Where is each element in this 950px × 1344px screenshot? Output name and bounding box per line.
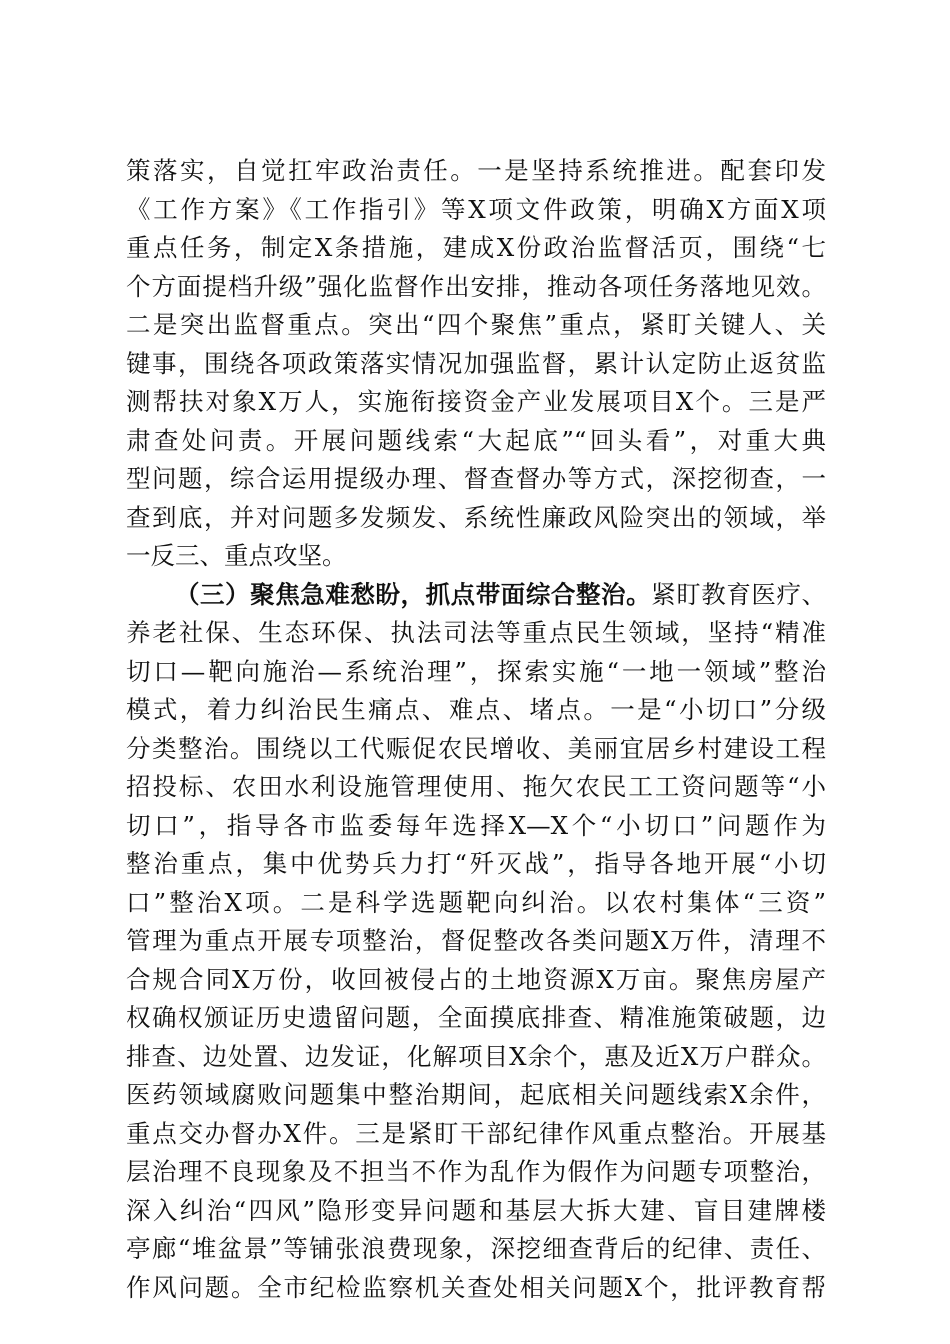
paragraph-first-line (126, 576, 826, 615)
text-line: 管理为重点开展专项整治，督促整改各类问题X万件，清理不 (126, 926, 826, 955)
text-line: 切口—靶向施治—系统治理”，探索实施“一地一领域”整治 (126, 656, 826, 686)
text-line: 亭廊“堆盆景”等铺张浪费现象，深挖细查背后的纪律、责任、 (126, 1234, 826, 1263)
text-line: 医药领域腐败问题集中整治期间，起底相关问题线索X余件， (126, 1080, 826, 1109)
text-line: 二是突出监督重点。突出“四个聚焦”重点，紧盯关键人、关 (126, 310, 826, 339)
text-run: 紧盯教育医疗、 (651, 579, 826, 609)
section-heading: （三）聚焦急难愁盼，抓点带面综合整治。 (175, 579, 652, 609)
document-body (126, 152, 826, 1307)
text-line: 分类整治。围绕以工代赈促农民增收、美丽宜居乡村建设工程 (126, 733, 826, 763)
text-line: 模式，着力纠治民生痛点、难点、堵点。一是“小切口”分级 (126, 695, 826, 724)
text-line: 深入纠治“四风”隐形变异问题和基层大拆大建、盲目建牌楼 (126, 1195, 826, 1225)
text-line: 一反三、重点攻坚。 (126, 541, 347, 570)
text-line: 口”整治X项。二是科学选题靶向纠治。以农村集体“三资” (126, 887, 826, 917)
text-line: 切口”，指导各市监委每年选择X—X个“小切口”问题作为 (126, 810, 826, 840)
text-line: 重点交办督办X件。三是紧盯干部纪律作风重点整治。开展基 (126, 1118, 826, 1148)
text-line: 招投标、农田水利设施管理使用、拖欠农民工工资问题等“小 (126, 772, 826, 801)
text-line: 型问题，综合运用提级办理、督查督办等方式，深挖彻查，一 (126, 464, 826, 493)
text-line: 肃查处问责。开展问题线索“大起底”“回头看”，对重大典 (126, 425, 826, 455)
text-line: 作风问题。全市纪检监察机关查处相关问题X个，批评教育帮 (126, 1272, 826, 1302)
text-line: 策落实，自觉扛牢政治责任。一是坚持系统推进。配套印发 (126, 156, 826, 185)
text-line: 合规合同X万份，收回被侵占的土地资源X万亩。聚焦房屋产 (126, 964, 826, 994)
text-line: 排查、边处置、边发证，化解项目X余个，惠及近X万户群众。 (126, 1041, 826, 1071)
text-line: 重点任务，制定X条措施，建成X份政治监督活页，围绕“七 (126, 233, 826, 262)
text-line: 个方面提档升级”强化监督作出安排，推动各项任务落地见效。 (126, 271, 826, 301)
text-line: 键事，围绕各项政策落实情况加强监督，累计认定防止返贫监 (126, 348, 826, 378)
text-line: 查到底，并对问题多发频发、系统性廉政风险突出的领域，举 (126, 502, 826, 532)
paragraph-1 (126, 152, 826, 576)
text-line: 权确权颁证历史遗留问题，全面摸底排查、精准施策破题，边 (126, 1003, 826, 1032)
text-line: 养老社保、生态环保、执法司法等重点民生领域，坚持“精准 (126, 618, 826, 647)
text-line: 《工作方案》《工作指引》等X项文件政策，明确X方面X项 (126, 194, 826, 224)
text-line: 测帮扶对象X万人，实施衔接资金产业发展项目X个。三是严 (126, 387, 826, 416)
text-line: 整治重点，集中优势兵力打“歼灭战”，指导各地开展“小切 (126, 849, 826, 878)
text-line: 层治理不良现象及不担当不作为乱作为假作为问题专项整治， (126, 1157, 826, 1186)
paragraph-2 (126, 576, 826, 1308)
